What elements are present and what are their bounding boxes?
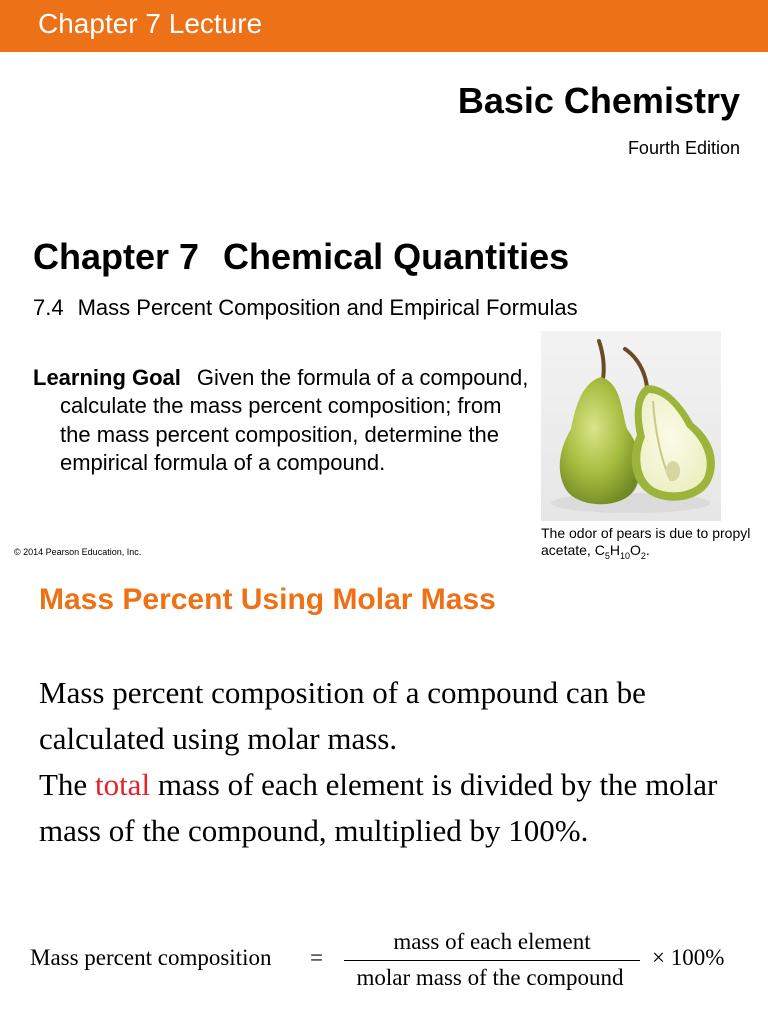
formula-c-sub: 5	[604, 550, 610, 561]
fraction-bar	[344, 960, 640, 961]
image-caption	[541, 525, 751, 565]
caption-formula	[594, 542, 650, 561]
formula-h: H	[609, 542, 620, 558]
mass-percent-formula	[30, 925, 750, 1005]
section-title: Mass Percent Composition and Empirical Formulas	[77, 295, 578, 320]
pear-image	[541, 331, 721, 521]
learning-goal-label: Learning Goal	[33, 365, 181, 390]
learning-goal-text: Given the formula of a compound, calculate the mass percent composition; from the mass percent composition, determine the empirical formula of a compound.	[60, 365, 529, 476]
formula-equals: =	[310, 945, 323, 970]
body-text	[39, 670, 754, 854]
learning-goal	[33, 364, 530, 478]
highlight-total: total	[94, 767, 151, 802]
copyright: © 2014 Pearson Education, Inc.	[14, 547, 142, 557]
paragraph2-after: mass of each element is divided by the molar mass of the compound, multiplied by 100%.	[39, 767, 718, 848]
caption-text: The odor of pears is due to propyl acetate,	[541, 525, 751, 558]
book-edition: Fourth Edition	[627, 138, 740, 158]
section-heading	[33, 295, 578, 321]
paragraph2-before: The	[39, 767, 95, 802]
header-title: Chapter 7 Lecture	[38, 8, 263, 39]
section-number: 7.4	[33, 295, 64, 320]
chapter-number: Chapter 7	[33, 236, 200, 277]
formula-h-sub: 10	[619, 550, 630, 561]
formula-o-sub: 2	[640, 550, 646, 561]
formula-end: .	[645, 542, 650, 558]
slide2-title: Mass Percent Using Molar Mass	[39, 583, 496, 616]
formula-o: O	[629, 542, 641, 558]
formula-multiplier: × 100%	[652, 945, 725, 970]
formula-denominator: molar mass of the compound	[356, 965, 624, 990]
book-title: Basic Chemistry	[457, 80, 740, 121]
formula-lhs: Mass percent composition	[30, 945, 272, 970]
formula-c: C	[594, 542, 605, 558]
body-paragraph-2	[39, 762, 754, 854]
chapter-heading	[33, 236, 569, 278]
chapter-title: Chemical Quantities	[223, 236, 570, 277]
body-paragraph-1: Mass percent composition of a compound can be calculated using molar mass.	[39, 675, 646, 756]
pear-photo	[541, 331, 721, 521]
header-bar	[0, 0, 768, 52]
formula-numerator: mass of each element	[393, 929, 591, 954]
